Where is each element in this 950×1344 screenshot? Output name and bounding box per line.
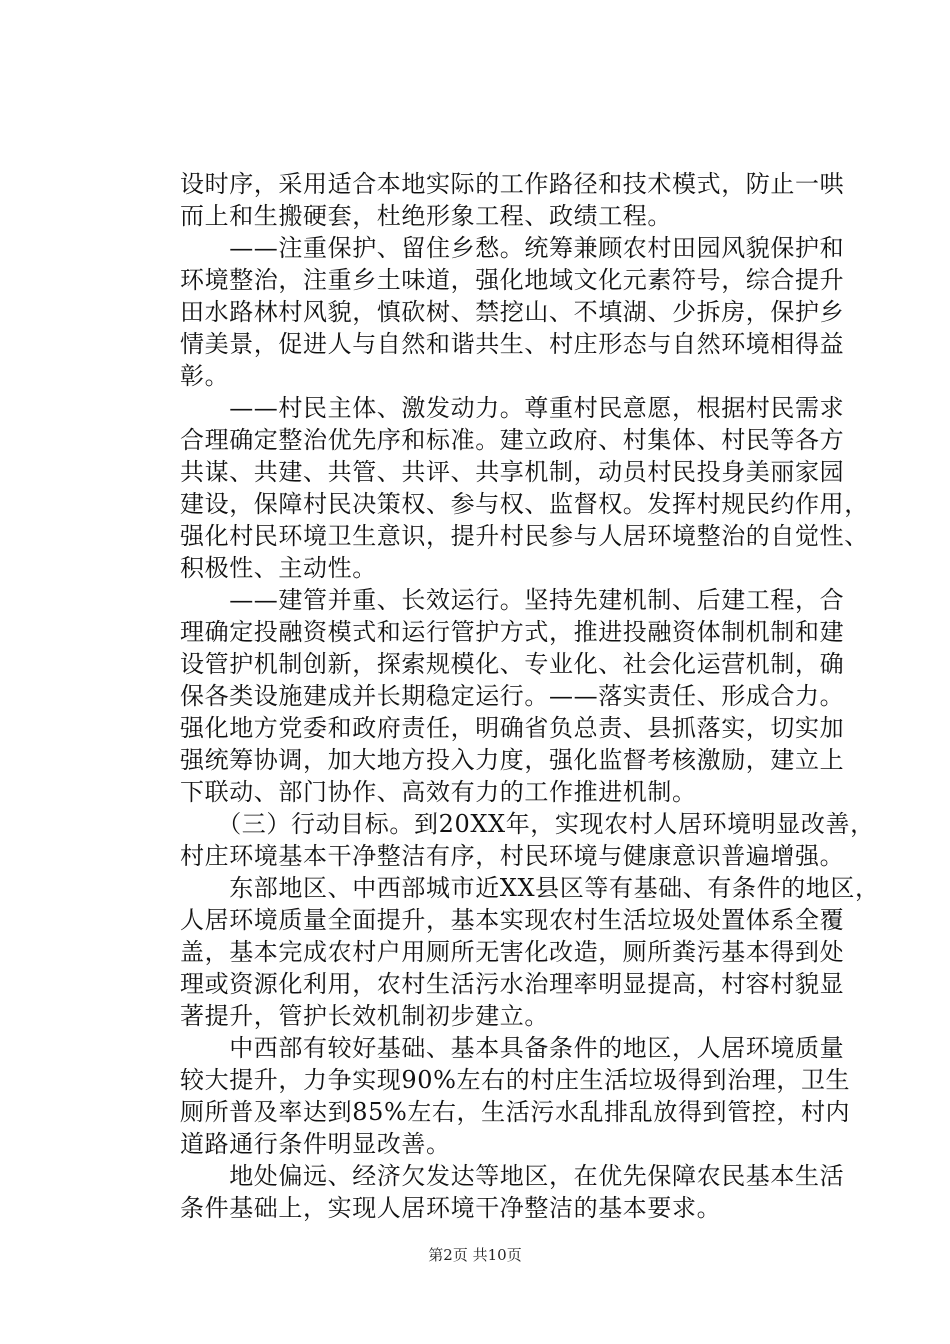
text-line: 人居环境质量全面提升，基本实现农村生活垃圾处置体系全覆 [180,906,845,934]
text-line: 合理确定整治优先序和标准。建立政府、村集体、村民等各方 [180,426,845,454]
text-line: 共谋、共建、共管、共评、共享机制，动员村民投身美丽家园 [180,458,845,486]
text-line: 理或资源化利用，农村生活污水治理率明显提高，村容村貌显 [180,970,845,998]
text-line: （三）行动目标。到20XX年，实现农村人居环境明显改善， [180,810,875,838]
text-line: 著提升，管护长效机制初步建立。 [180,1002,549,1030]
text-line: 情美景，促进人与自然和谐共生、村庄形态与自然环境相得益 [180,330,845,358]
text-line: 强化地方党委和政府责任，明确省负总责、县抓落实，切实加 [180,714,845,742]
text-line: 设时序，采用适合本地实际的工作路径和技术模式，防止一哄 [180,170,845,198]
text-line: 厕所普及率达到85%左右，生活污水乱排乱放得到管控，村内 [180,1098,851,1126]
text-line: 建设，保障村民决策权、参与权、监督权。发挥村规民约作用， [180,490,869,518]
text-line: 下联动、部门协作、高效有力的工作推进机制。 [180,778,697,806]
text-line: ——建管并重、长效运行。坚持先建机制、后建工程，合 [180,586,845,614]
text-line: 理确定投融资模式和运行管护方式，推进投融资体制机制和建 [180,618,845,646]
text-line: 村庄环境基本干净整洁有序，村民环境与健康意识普遍增强。 [180,842,845,870]
text-line: 环境整治，注重乡土味道，强化地域文化元素符号，综合提升 [180,266,845,294]
text-line: 保各类设施建成并长期稳定运行。——落实责任、形成合力。 [180,682,845,710]
text-line: ——村民主体、激发动力。尊重村民意愿，根据村民需求 [180,394,845,422]
text-line: 积极性、主动性。 [180,554,377,582]
text-line: 较大提升，力争实现90%左右的村庄生活垃圾得到治理，卫生 [180,1066,851,1094]
text-line: 中西部有较好基础、基本具备条件的地区，人居环境质量 [180,1034,845,1062]
text-line: 而上和生搬硬套，杜绝形象工程、政绩工程。 [180,202,672,230]
text-line: ——注重保护、留住乡愁。统筹兼顾农村田园风貌保护和 [180,234,845,262]
text-line: 盖，基本完成农村户用厕所无害化改造，厕所粪污基本得到处 [180,938,845,966]
text-line: 条件基础上，实现人居环境干净整洁的基本要求。 [180,1194,722,1222]
text-line: 田水路林村风貌，慎砍树、禁挖山、不填湖、少拆房，保护乡 [180,298,845,326]
text-line: 彰。 [180,362,230,390]
page-footer [0,1244,950,1265]
text-line: 强化村民环境卫生意识，提升村民参与人居环境整治的自觉性、 [180,522,869,550]
text-line: 东部地区、中西部城市近XX县区等有基础、有条件的地区， [180,874,880,902]
text-line: 地处偏远、经济欠发达等地区，在优先保障农民基本生活 [180,1162,845,1190]
document-body [180,168,880,1224]
text-line: 道路通行条件明显改善。 [180,1130,451,1158]
page-number: 第2页 共10页 [428,1246,522,1264]
text-line: 强统筹协调，加大地方投入力度，强化监督考核激励，建立上 [180,746,845,774]
text-line: 设管护机制创新，探索规模化、专业化、社会化运营机制，确 [180,650,845,678]
